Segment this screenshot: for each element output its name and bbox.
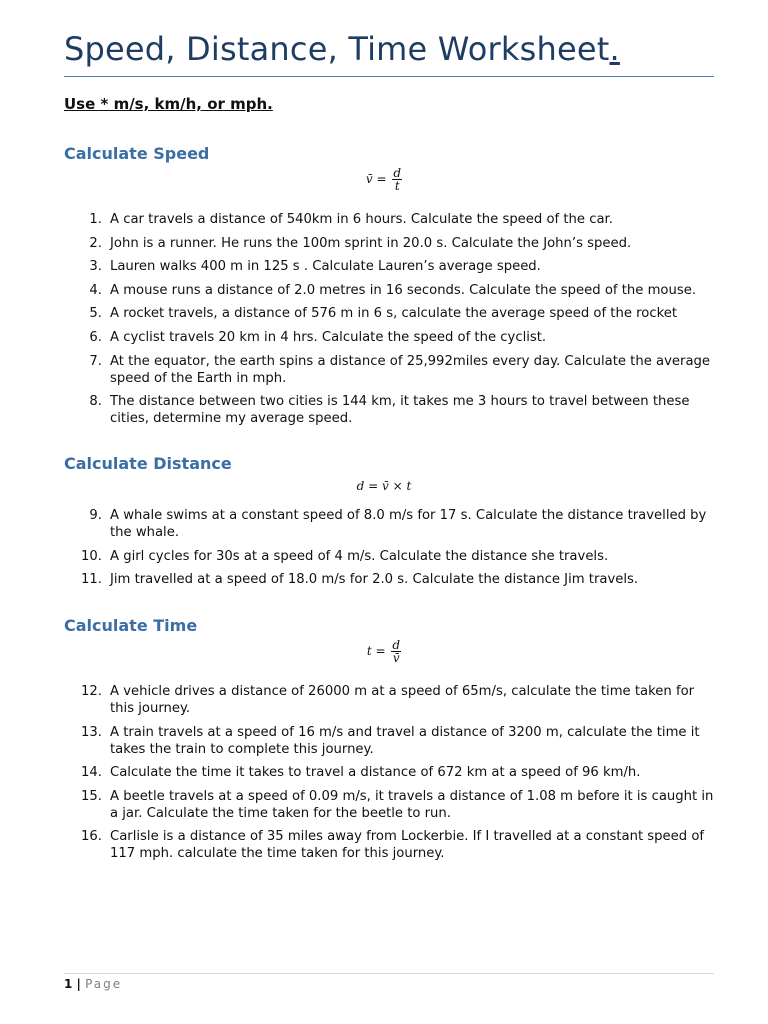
question-text: A mouse runs a distance of 2.0 metres in 16 seconds. Calculate the speed of the mouse. [110,282,697,298]
title-text: Speed, Distance, Time Worksheet [64,30,610,68]
page-footer [64,977,122,991]
question-number: 11. [81,572,102,588]
title-divider [64,76,714,77]
question-number: 8. [89,394,102,410]
time-formula-numerator: d [392,638,401,652]
question-text: At the equator, the earth spins a distance of 25,992miles every day. Calculate the average speed of the Earth in mph. [110,353,711,386]
question-item [64,571,714,588]
question-item [64,305,714,322]
question-text: A girl cycles for 30s at a speed of 4 m/s. Calculate the distance she travels. [110,548,609,564]
time-formula-fraction [391,639,401,664]
question-item [64,507,714,541]
distance-formula: d = v̄ × t [356,479,412,493]
question-text: A train travels at a speed of 16 m/s and travel a distance of 3200 m, calculate the time it takes the train to complete this journey. [110,724,700,757]
section-heading-time: Calculate Time [64,616,198,635]
question-text: Calculate the time it takes to travel a distance of 672 km at a speed of 96 km/h. [110,765,641,781]
question-text: A beetle travels at a speed of 0.09 m/s, it travels a distance of 1.08 m before it is caught in a jar. Calculate the time taken for the beetle to run. [110,788,714,821]
page-label: Page [85,977,123,991]
speed-formula-numerator: d [393,166,402,180]
question-text: A cyclist travels 20 km in 4 hrs. Calculate the speed of the cyclist. [110,329,547,345]
question-item [64,258,714,275]
question-text: The distance between two cities is 144 km, it takes me 3 hours to travel between these cities, determine my average speed. [110,394,690,427]
question-text: Jim travelled at a speed of 18.0 m/s for 2.0 s. Calculate the distance Jim travels. [110,572,639,588]
question-text: A car travels a distance of 540km in 6 hours. Calculate the speed of the car. [110,212,613,227]
speed-formula-fraction [392,167,402,192]
footer-divider [64,973,714,974]
speed-formula-left: v̄ = [365,172,387,186]
question-item [64,764,714,781]
question-item [64,683,714,717]
question-text: John is a runner. He runs the 100m sprint in 20.0 s. Calculate the John’s speed. [110,235,632,251]
question-number: 15. [81,788,102,804]
question-number: 3. [89,259,102,275]
question-item [64,353,714,387]
question-text: A rocket travels, a distance of 576 m in 6 s, calculate the average speed of the rocket [110,306,678,322]
question-number: 5. [89,306,102,322]
question-number: 2. [89,235,102,251]
question-number: 10. [81,548,102,564]
worksheet-title [64,30,620,68]
question-item [64,329,714,346]
speed-formula-denominator: t [394,179,400,193]
page-number: 1 [64,977,73,991]
question-text: A vehicle drives a distance of 26000 m at a speed of 65m/s, calculate the time taken for this journey. [110,684,695,716]
speed-formula [0,167,768,192]
question-text: Lauren walks 400 m in 125 s . Calculate Lauren’s average speed. [110,259,541,275]
question-item [64,724,714,758]
question-number: 4. [89,282,102,298]
time-formula-denominator: v̄ [392,651,400,665]
question-number: 9. [89,508,102,523]
footer-separator: | [72,977,86,991]
question-item [64,828,714,862]
question-item [64,393,714,427]
question-text: Carlisle is a distance of 35 miles away from Lockerbie. If I travelled at a constant speed of 117 mph. calculate the time taken for this journey. [110,829,705,862]
question-item [64,235,714,252]
question-number: 7. [89,353,102,369]
question-number: 14. [81,765,102,781]
time-question-list [64,683,714,869]
question-number: 1. [89,212,102,227]
question-number: 12. [81,684,102,699]
question-item [64,788,714,822]
title-trailing-dot: . [609,30,620,68]
section-heading-distance: Calculate Distance [64,454,232,473]
question-text: A whale swims at a constant speed of 8.0 m/s for 17 s. Calculate the distance travelled by the whale. [110,508,707,540]
units-instruction: Use * m/s, km/h, or mph. [64,95,273,113]
time-formula [0,639,768,664]
distance-question-list [64,507,714,595]
question-item [64,211,714,228]
question-number: 6. [89,329,102,345]
time-formula-left: t = [366,644,386,658]
question-item [64,282,714,299]
question-item [64,548,714,565]
question-number: 16. [81,829,102,845]
speed-question-list [64,211,714,434]
question-number: 13. [81,724,102,740]
section-heading-speed: Calculate Speed [64,144,210,163]
